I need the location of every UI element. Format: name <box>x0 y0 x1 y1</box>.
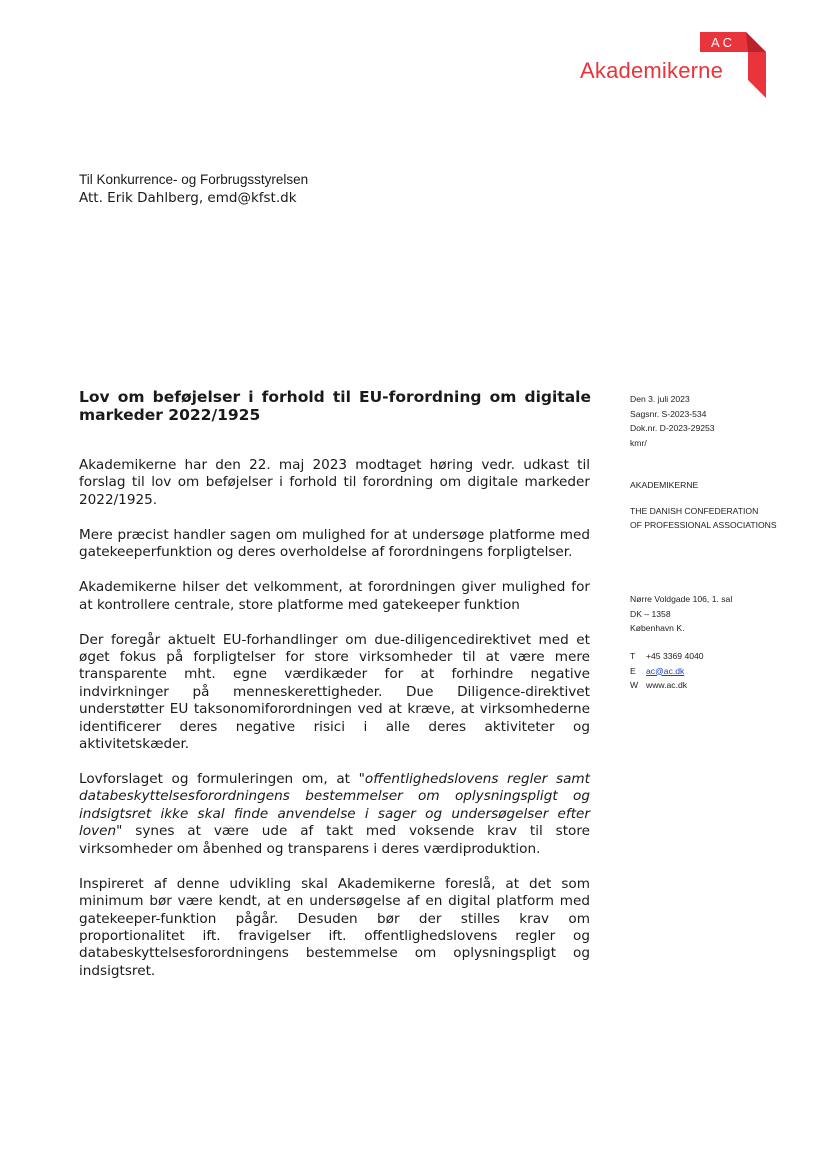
case-number: Sagsnr. S-2023-534 <box>630 408 707 419</box>
org-name-en-2: OF PROFESSIONAL ASSOCIATIONS <box>630 520 777 530</box>
paragraph-4: Der foregår aktuelt EU-forhandlinger om due-diligencedirektivet med et øget fokus på forpligtelser for store virksomheder til at være mere transparente mht. egne værdikæder for at forhindre negative indvirkninger på menneskerettigheder. Due Diligence-direktivet understøtter EU taksonomiforordningen ved at kræve, at virksomhederne identificerer deres negative risici i alle deres aktiviteter og aktivitetskæder. <box>79 631 590 753</box>
contact-web <box>630 678 704 693</box>
paragraph-1: Akademikerne har den 22. maj 2023 modtaget høring vedr. udkast til forslag til lov om beføjelser i forhold til forordning om digitale markeder 2022/1925. <box>79 457 590 508</box>
org-name-en-1: THE DANISH CONFEDERATION <box>630 505 759 516</box>
phone-value: +45 3369 4040 <box>646 651 704 661</box>
paragraph-5-outro: synes at være ude af takt med voksende krav til store virksomheder om åbenhed og transparens i deres værdiproduktion. <box>79 823 590 857</box>
letter-body <box>79 457 590 998</box>
paragraph-3: Akademikerne hilser det velkomment, at forordningen giver mulighed for at kontrollere centrale, store platforme med gatekeeper funktion <box>79 579 590 613</box>
sidebar-contact <box>630 649 704 693</box>
email-link[interactable]: ac@ac.dk <box>646 665 685 676</box>
addressee-line-2: Att. Erik Dahlberg, emd@kfst.dk <box>79 190 297 206</box>
addressee <box>79 170 308 208</box>
paragraph-5-quote: "offentlighedslovens regler samt databeskyttelsesforordningens bestemmelser om oplysningspligt og indsigtsret ikke skal finde anvendelse i sager og undersøgelser efter loven" <box>79 771 591 840</box>
address-street: Nørre Voldgade 106, 1. sal <box>630 594 733 604</box>
email-label: E <box>630 665 636 676</box>
sidebar-references <box>630 392 715 450</box>
org-name: AKADEMIKERNE <box>630 480 699 490</box>
letter-title: Lov om beføjelser i forhold til EU-forordning om digitale markeder 2022/1925 <box>79 388 591 424</box>
contact-email <box>630 664 704 679</box>
contact-phone <box>630 649 704 664</box>
web-value: www.ac.dk <box>646 680 688 690</box>
phone-label: T <box>630 651 636 661</box>
paragraph-5-intro: Lovforslaget og formuleringen om, at <box>79 771 359 788</box>
initials: kmr/ <box>630 437 647 448</box>
logo-wordmark: Akademikerne <box>580 58 724 83</box>
addressee-line-1: Til Konkurrence- og Forbrugsstyrelsen <box>79 172 309 187</box>
letter-date: Den 3. juli 2023 <box>630 394 690 404</box>
paragraph-5 <box>79 771 590 858</box>
address-city: København K. <box>630 623 685 633</box>
logo-badge: AC <box>710 35 736 50</box>
document-number: Dok.nr. D-2023-29253 <box>630 423 715 433</box>
paragraph-6: Inspireret af denne udvikling skal Akademikerne foreslå, at det som minimum bør være kendt, at en undersøgelse af en digital platform med gatekeeper-funktion pågår. Desuden bør der stilles krav om proportionalitet ift. fravigelser ift. offentlighedslovens regler og databeskyttelsesforordningens bestemmelse om oplysningspligt og indsigtsret. <box>79 875 590 979</box>
sidebar-address <box>630 592 732 636</box>
paragraph-2: Mere præcist handler sagen om mulighed for at undersøge platforme med gatekeeperfunktion og deres overholdelse af forordningens forpligtelser. <box>79 526 590 561</box>
address-postcode: DK – 1358 <box>630 608 671 619</box>
web-label: W <box>630 680 639 690</box>
sidebar-organisation <box>630 478 777 533</box>
akademikerne-logo <box>580 32 770 102</box>
